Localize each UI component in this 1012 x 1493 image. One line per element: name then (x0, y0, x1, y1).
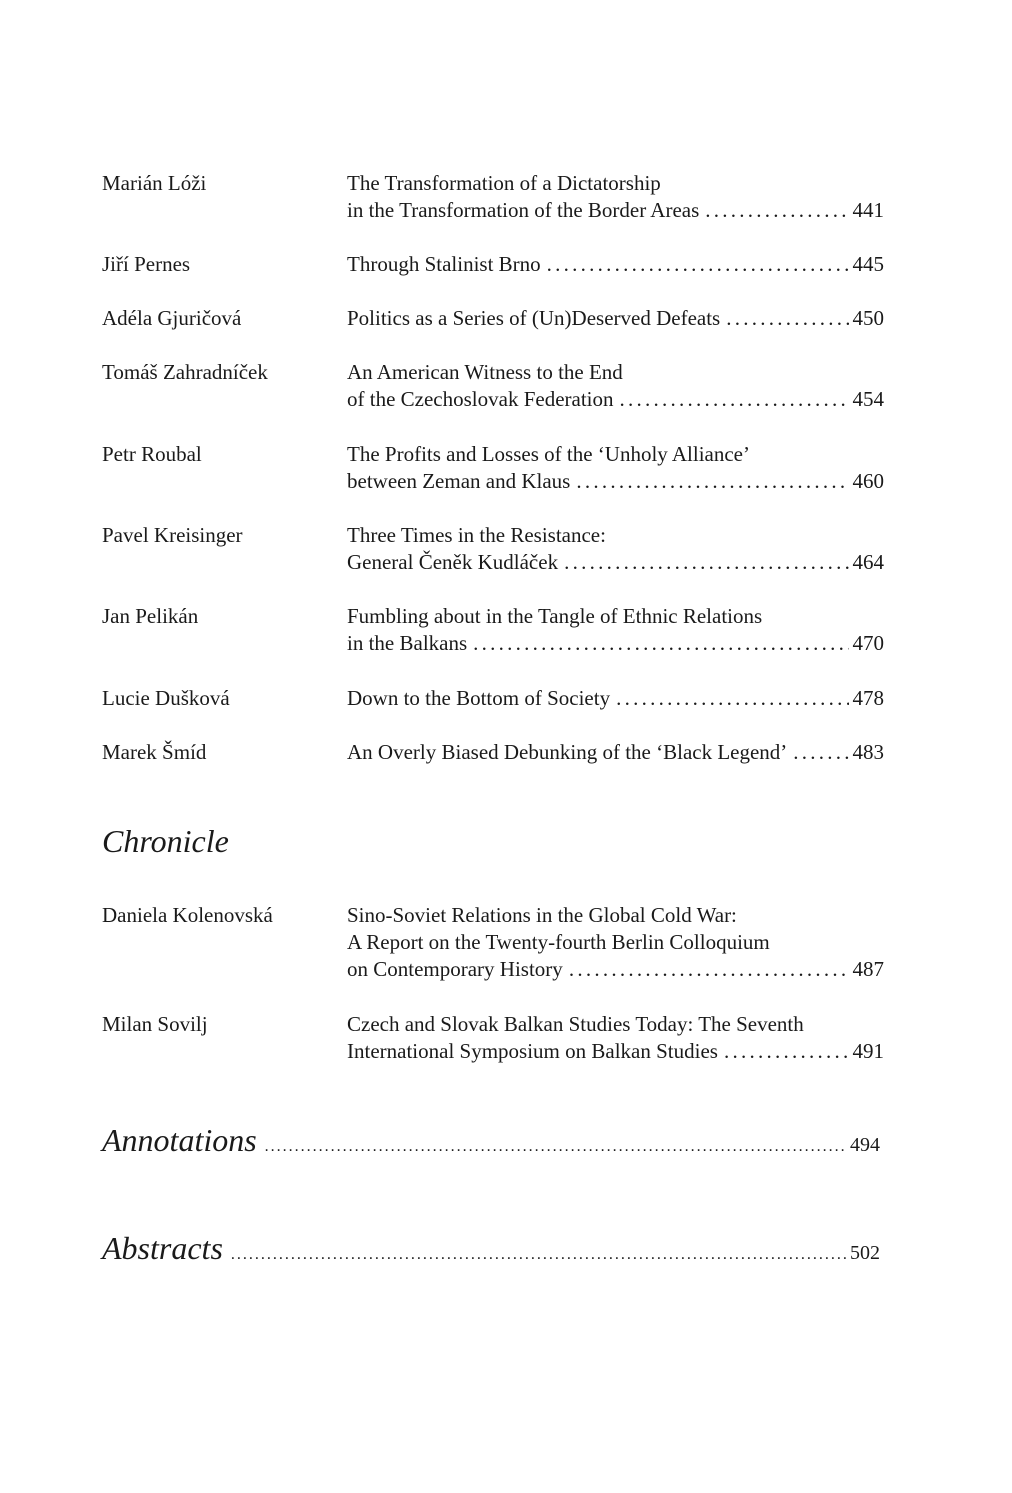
entry-title (347, 251, 884, 278)
title-line: Czech and Slovak Balkan Studies Today: The Seventh (347, 1012, 804, 1036)
dot-leader (473, 630, 848, 657)
abstracts-heading: Abstracts (102, 1230, 223, 1266)
entry-author: Marián Lóži (102, 171, 207, 195)
title-line: The Profits and Losses of the ‘Unholy Alliance’ (347, 442, 750, 466)
dot-leader (620, 386, 849, 413)
entry-title (347, 685, 884, 712)
page-number: 460 (852, 469, 884, 493)
entry-author: Jan Pelikán (102, 604, 199, 628)
annotations-entry (102, 1121, 880, 1159)
page-number: 487 (852, 957, 884, 981)
entry-title (347, 902, 884, 983)
entry-title (347, 305, 884, 332)
entry-author: Milan Sovilj (102, 1012, 208, 1036)
page-number: 450 (852, 306, 884, 330)
entry-title (347, 1011, 884, 1065)
title-line: International Symposium on Balkan Studies (347, 1039, 718, 1063)
entry-title (347, 170, 884, 224)
annotations-heading: Annotations (102, 1122, 257, 1158)
title-line: An American Witness to the End (347, 360, 623, 384)
page-number: 464 (852, 550, 884, 574)
title-line: An Overly Biased Debunking of the ‘Black Legend’ (347, 740, 788, 764)
title-line: on Contemporary History (347, 957, 563, 981)
abstracts-entry (102, 1229, 880, 1267)
entry-author: Lucie Dušková (102, 686, 230, 710)
page-number: 478 (852, 686, 884, 710)
entry-title (347, 603, 884, 657)
page-number: 483 (852, 740, 884, 764)
title-line: Through Stalinist Brno (347, 252, 541, 276)
title-line: of the Czechoslovak Federation (347, 387, 614, 411)
dot-leader (265, 1138, 846, 1156)
page-number: 445 (852, 252, 884, 276)
dot-leader (576, 468, 848, 495)
page-number: 494 (850, 1134, 880, 1156)
chronicle-heading: Chronicle (102, 823, 229, 859)
title-line: A Report on the Twenty-fourth Berlin Colloquium (347, 930, 770, 954)
title-line: The Transformation of a Dictatorship (347, 171, 661, 195)
title-line: between Zeman and Klaus (347, 469, 571, 493)
page-number: 502 (850, 1242, 880, 1264)
dot-leader (705, 197, 848, 224)
title-line: Three Times in the Resistance: (347, 523, 606, 547)
dot-leader (547, 251, 849, 278)
page-number: 441 (852, 198, 884, 222)
page-number: 470 (852, 631, 884, 655)
dot-leader (569, 956, 849, 983)
entry-author: Daniela Kolenovská (102, 903, 273, 927)
title-line: Politics as a Series of (Un)Deserved Defeats (347, 306, 721, 330)
entry-author: Tomáš Zahradníček (102, 360, 268, 384)
entry-author: Jiří Pernes (102, 252, 191, 276)
entry-title (347, 522, 884, 576)
entry-title (347, 739, 884, 766)
dot-leader (726, 305, 848, 332)
entry-title (347, 359, 884, 413)
page-number: 491 (852, 1039, 884, 1063)
entry-title (347, 441, 884, 495)
entry-author: Pavel Kreisinger (102, 523, 243, 547)
dot-leader (231, 1246, 846, 1264)
dot-leader (564, 549, 848, 576)
page-number: 454 (852, 387, 884, 411)
dot-leader (724, 1038, 849, 1065)
title-line: in the Balkans (347, 631, 468, 655)
entry-author: Adéla Gjuričová (102, 306, 242, 330)
entry-author: Marek Šmíd (102, 740, 207, 764)
title-line: Fumbling about in the Tangle of Ethnic Relations (347, 604, 763, 628)
title-line: Sino-Soviet Relations in the Global Cold War: (347, 903, 737, 927)
dot-leader (616, 685, 848, 712)
title-line: General Čeněk Kudláček (347, 550, 559, 574)
title-line: Down to the Bottom of Society (347, 686, 611, 710)
entry-author: Petr Roubal (102, 442, 202, 466)
title-line: in the Transformation of the Border Areas (347, 198, 700, 222)
dot-leader (793, 739, 848, 766)
